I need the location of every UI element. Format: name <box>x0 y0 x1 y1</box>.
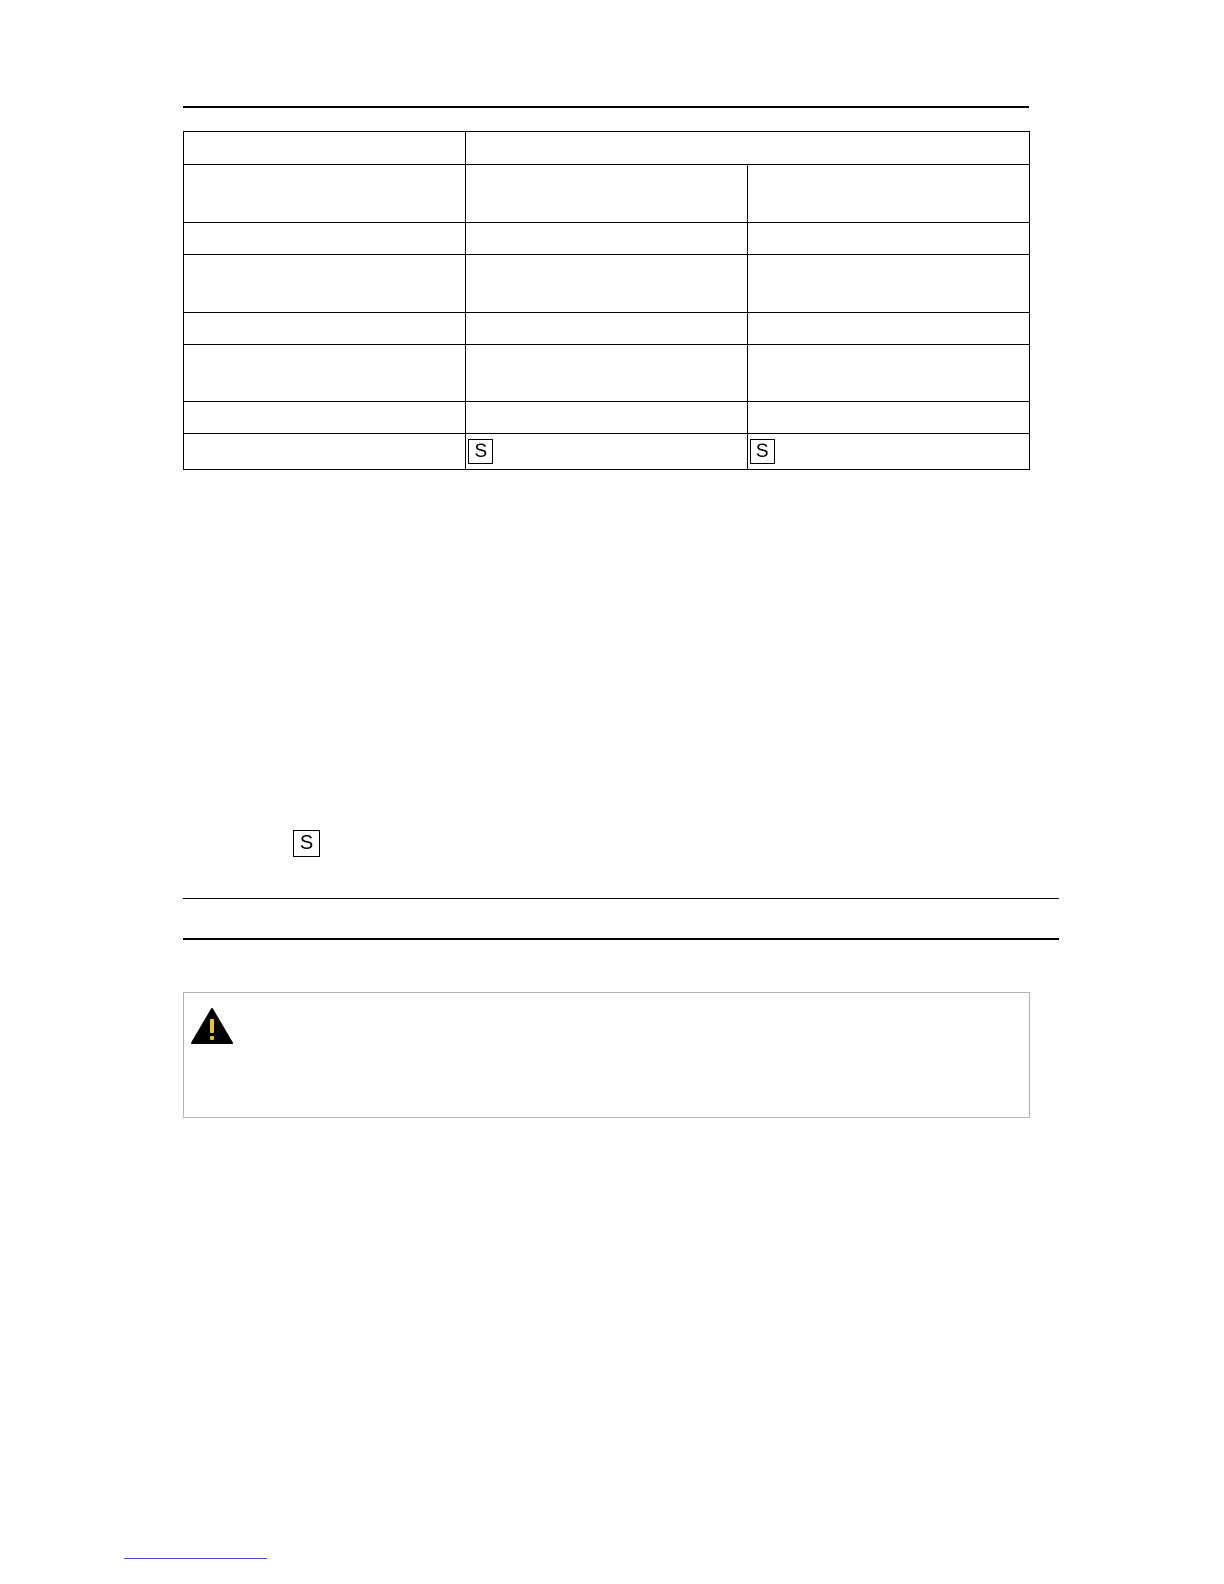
table-row <box>184 165 1030 223</box>
table-cell <box>184 434 466 470</box>
table-header-row <box>184 132 1030 165</box>
table-cell <box>184 313 466 345</box>
top-rule <box>183 106 1029 108</box>
table-cell <box>466 345 747 402</box>
table-row <box>184 434 1030 470</box>
table-cell <box>747 402 1029 434</box>
table-cell <box>184 345 466 402</box>
warning-triangle-icon <box>191 1007 233 1045</box>
table-row <box>184 255 1030 313</box>
warning-box <box>183 992 1030 1118</box>
table-row <box>184 313 1030 345</box>
table-cell <box>747 434 1029 470</box>
table-cell <box>747 255 1029 313</box>
table-row <box>184 223 1030 255</box>
table-cell <box>747 345 1029 402</box>
table-cell <box>184 223 466 255</box>
table-cell <box>466 255 747 313</box>
table-cell <box>184 255 466 313</box>
table-cell <box>466 402 747 434</box>
table-cell <box>747 165 1029 223</box>
section-divider <box>183 898 1059 899</box>
table-cell <box>466 223 747 255</box>
table-cell <box>466 313 747 345</box>
specification-table <box>183 131 1030 470</box>
table-cell <box>184 165 466 223</box>
table-header-cell <box>184 132 466 165</box>
table-header-cell <box>466 132 1030 165</box>
table-cell <box>184 402 466 434</box>
table-cell <box>747 223 1029 255</box>
standard-equipment-marker: S <box>468 439 493 464</box>
table-cell <box>466 434 747 470</box>
standard-equipment-marker: S <box>750 439 775 464</box>
table-row <box>184 345 1030 402</box>
table-cell <box>466 165 747 223</box>
table-cell <box>747 313 1029 345</box>
standard-equipment-marker-legend: S <box>293 830 320 857</box>
section-divider <box>183 938 1059 940</box>
table-row <box>184 402 1030 434</box>
footer-link-underline[interactable] <box>124 1558 267 1559</box>
